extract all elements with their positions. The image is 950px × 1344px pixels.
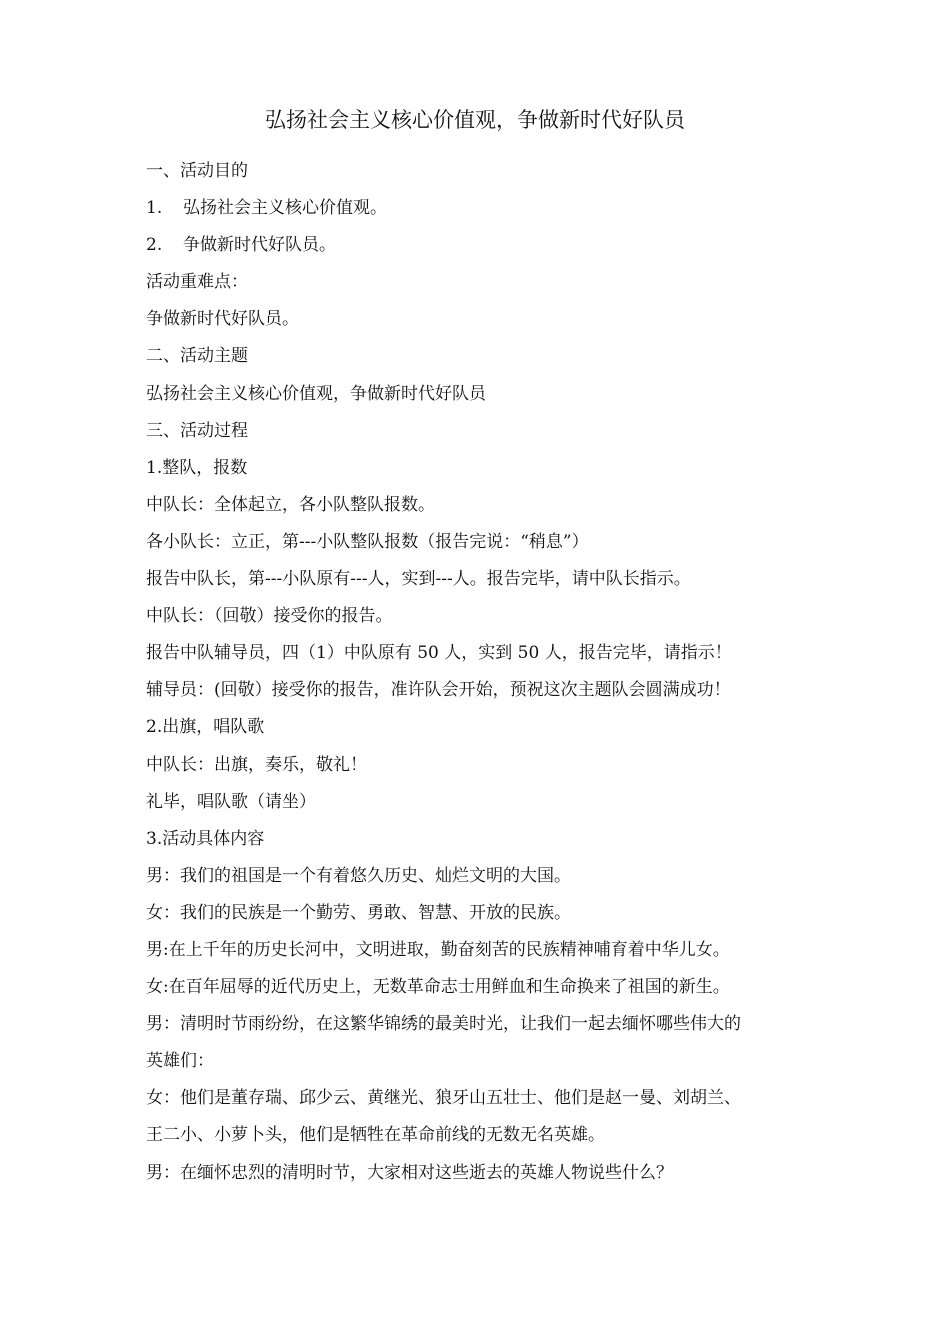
paragraph-line: 王二小、小萝卜头，他们是牺牲在革命前线的无数无名英雄。 <box>146 1125 605 1146</box>
paragraph-line: 男:在上千年的历史长河中，文明进取，勤奋刻苦的民族精神哺育着中华儿女。 <box>146 939 730 960</box>
paragraph-line: 男：我们的祖国是一个有着悠久历史、灿烂文明的大国。 <box>146 865 571 886</box>
paragraph-line: 辅导员：(回敬）接受你的报告，准许队会开始，预祝这次主题队会圆满成功！ <box>146 680 731 701</box>
document-title: 弘扬社会主义核心价值观，争做新时代好队员 <box>265 108 685 132</box>
list-item-text: 弘扬社会主义核心价值观。 <box>183 198 387 219</box>
paragraph-line: 一、活动目的 <box>146 161 248 181</box>
paragraph-line: 中队长：出旗，奏乐，敬礼！ <box>146 754 367 775</box>
paragraph-line: 女:在百年屈辱的近代历史上，无数革命志士用鲜血和生命换来了祖国的新生。 <box>146 977 730 998</box>
paragraph-line: 男：在缅怀忠烈的清明时节，大家相对这些逝去的英雄人物说些什么？ <box>146 1162 673 1183</box>
paragraph-line <box>146 190 826 227</box>
list-number: 1. <box>146 198 163 219</box>
paragraph-line: 英雄们： <box>146 1051 214 1072</box>
paragraph-line: 男：清明时节雨纷纷，在这繁华锦绣的最美时光，让我们一起去缅怀哪些伟大的 <box>146 1014 741 1035</box>
paragraph-line: 女：他们是董存瑞、邱少云、黄继光、狼牙山五壮士、他们是赵一曼、刘胡兰、 <box>146 1088 741 1109</box>
paragraph-line: 争做新时代好队员。 <box>146 309 299 330</box>
paragraph-line: 中队长：（回敬）接受你的报告。 <box>146 606 393 627</box>
list-number: 2. <box>146 235 163 256</box>
paragraph-line: 二、活动主题 <box>146 346 248 367</box>
list-item-text: 争做新时代好队员。 <box>183 235 336 256</box>
paragraph-line: 报告中队长，第---小队原有---人，实到---人。报告完毕，请中队长指示。 <box>146 569 691 590</box>
paragraph-line: 中队长：全体起立，各小队整队报数。 <box>146 494 435 515</box>
paragraph-line: 3.活动具体内容 <box>146 828 265 849</box>
paragraph-line: 2.出旗，唱队歌 <box>146 717 265 738</box>
paragraph-line: 弘扬社会主义核心价值观，争做新时代好队员 <box>146 383 486 404</box>
document-body <box>146 153 826 1192</box>
paragraph-line: 活动重难点： <box>146 272 248 293</box>
paragraph-line: 报告中队辅导员，四（1）中队原有 50 人，实到 50 人，报告完毕，请指示！ <box>146 643 732 664</box>
paragraph-line: 三、活动过程 <box>146 420 248 441</box>
paragraph-line <box>146 227 826 264</box>
paragraph-line: 各小队长：立正，第---小队整队报数（报告完说：“稍息”） <box>146 531 589 552</box>
paragraph-line: 1.整队，报数 <box>146 457 248 478</box>
paragraph-line: 礼毕，唱队歌（请坐） <box>146 791 316 812</box>
paragraph-line: 女：我们的民族是一个勤劳、勇敢、智慧、开放的民族。 <box>146 902 571 923</box>
